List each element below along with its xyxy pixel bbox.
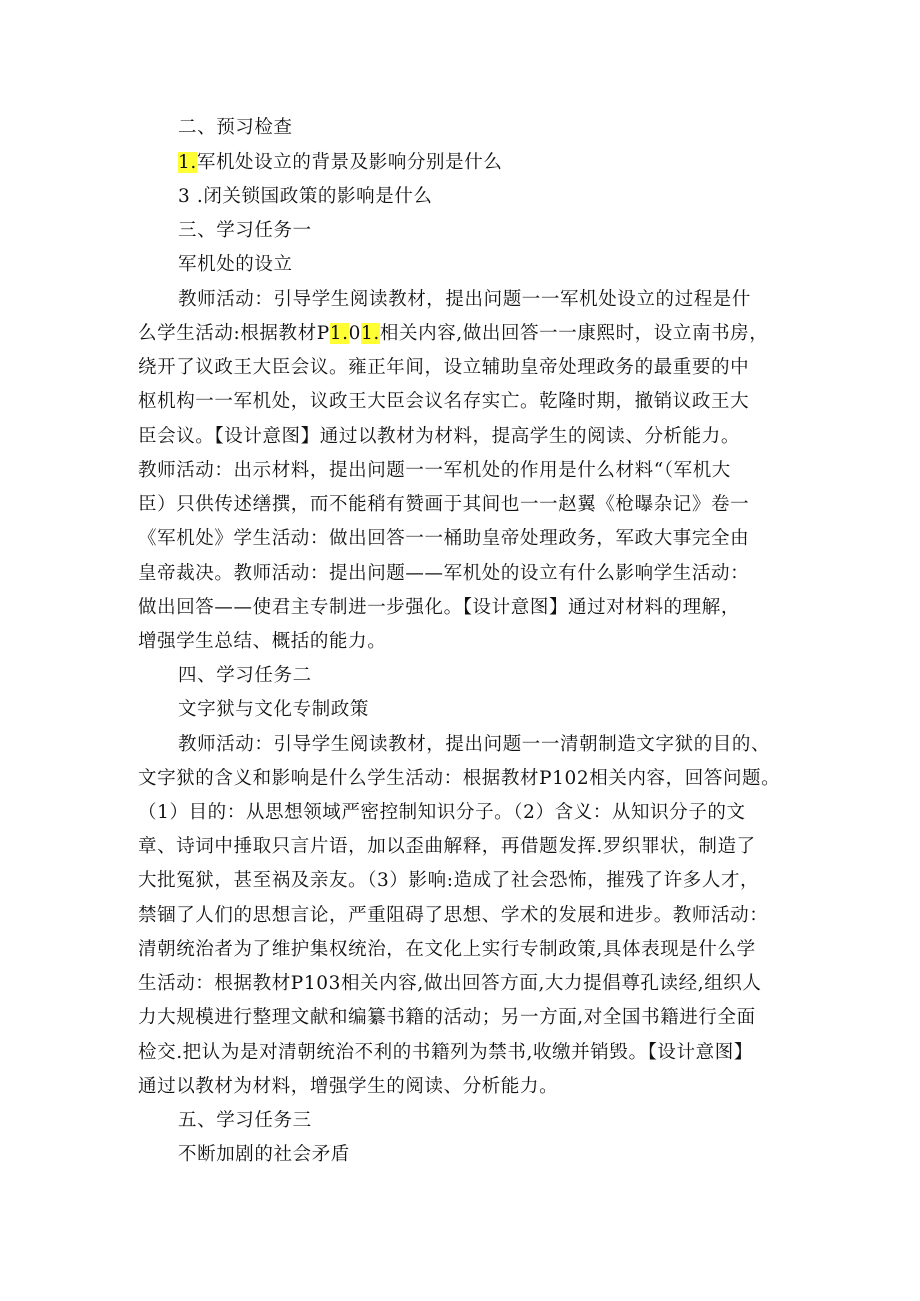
paragraph-line: 绕开了议政王大臣会议。雍正年间，设立辅助皇帝处理政务的最重要的中 bbox=[138, 357, 750, 378]
question-1-text: 军机处设立的背景及影响分别是什么 bbox=[196, 152, 503, 173]
paragraph-line: 教师活动：引导学生阅读教材，提出问题一一军机处设立的过程是什 bbox=[178, 289, 752, 310]
paragraph-line: 枢机构一一军机处，议政王大臣会议名存实亡。乾隆时期，撤销议政王大 bbox=[138, 391, 750, 412]
highlight-marker: 1. bbox=[329, 323, 349, 344]
paragraph-line: 生活动：根据教材P103相关内容,做出回答方面,大力提倡尊孔读经,组织人 bbox=[138, 973, 762, 994]
question-3: 3 .闭关锁国政策的影响是什么 bbox=[178, 186, 433, 207]
section-heading-preview-check: 二、预习检查 bbox=[178, 117, 293, 138]
highlight-marker: 1. bbox=[178, 152, 197, 173]
paragraph-line: 禁锢了人们的思想言论，严重阻碍了思想、学术的发展和进步。教师活动： bbox=[138, 905, 769, 926]
paragraph-line: （1）目的：从思想领域严密控制知识分子。（2）含义：从知识分子的文 bbox=[138, 802, 746, 823]
text-segment: 么学生活动:根据教材P bbox=[138, 323, 330, 344]
paragraph-line: 教师活动：引导学生阅读教材，提出问题一一清朝制造文字狱的目的、 bbox=[178, 734, 771, 755]
paragraph-line: 皇帝裁决。教师活动：提出问题——军机处的设立有什么影响学生活动： bbox=[138, 563, 750, 584]
section-heading-task-2: 四、学习任务二 bbox=[178, 665, 312, 686]
paragraph-line: 做出回答——使君主专制进一步强化。【设计意图】通过对材料的理解， bbox=[138, 597, 740, 618]
highlight-marker: 1. bbox=[361, 323, 380, 344]
section-subtitle-task-2: 文字狱与文化专制政策 bbox=[178, 699, 370, 720]
paragraph-line: 清朝统治者为了维护集权统治，在文化上实行专制政策,具体表现是什么学 bbox=[138, 939, 756, 960]
paragraph-line: 臣会议。【设计意图】通过以教材为材料，提高学生的阅读、分析能力。 bbox=[138, 426, 740, 447]
paragraph-line: 力大规模进行整理文献和编纂书籍的活动；另一方面,对全国书籍进行全面 bbox=[138, 1007, 756, 1028]
paragraph-line: 臣）只供传述缮撰，而不能稍有赞画于其间也一一赵翼《枪曝杂记》卷一 bbox=[138, 494, 750, 515]
paragraph-line: 《军机处》学生活动：做出回答一一桶助皇帝处理政务，军政大事完全由 bbox=[138, 528, 750, 549]
paragraph-line: 增强学生总结、概括的能力。 bbox=[138, 631, 387, 652]
paragraph-line-with-highlight bbox=[138, 321, 768, 347]
paragraph-line: 文字狱的含义和影响是什么学生活动：根据教材P102相关内容，回答问题。 bbox=[138, 768, 781, 789]
paragraph-line: 通过以教材为材料，增强学生的阅读、分析能力。 bbox=[138, 1076, 559, 1097]
section-heading-task-3: 五、学习任务三 bbox=[178, 1110, 312, 1131]
section-heading-task-1: 三、学习任务一 bbox=[178, 220, 312, 241]
text-segment: 相关内容,做出回答一一康熙时，设立南书房， bbox=[379, 323, 769, 344]
paragraph-line: 章、诗词中捶取只言片语，加以歪曲解释，再借题发挥.罗织罪状，制造了 bbox=[138, 836, 756, 857]
text-segment: 0 bbox=[348, 323, 362, 344]
question-1 bbox=[178, 150, 502, 176]
paragraph-line: 大批冤狱，甚至祸及亲友。（3）影响:造成了社会恐怖，摧残了许多人才， bbox=[138, 870, 760, 891]
section-subtitle-task-3: 不断加剧的社会矛盾 bbox=[178, 1144, 350, 1165]
paragraph-line: 教师活动：出示材料，提出问题一一军机处的作用是什么材料“（军机大 bbox=[138, 460, 731, 481]
section-subtitle-task-1: 军机处的设立 bbox=[178, 254, 293, 275]
paragraph-line: 检交.把认为是对清朝统治不利的书籍列为禁书,收缴并销毁。【设计意图】 bbox=[138, 1042, 753, 1063]
